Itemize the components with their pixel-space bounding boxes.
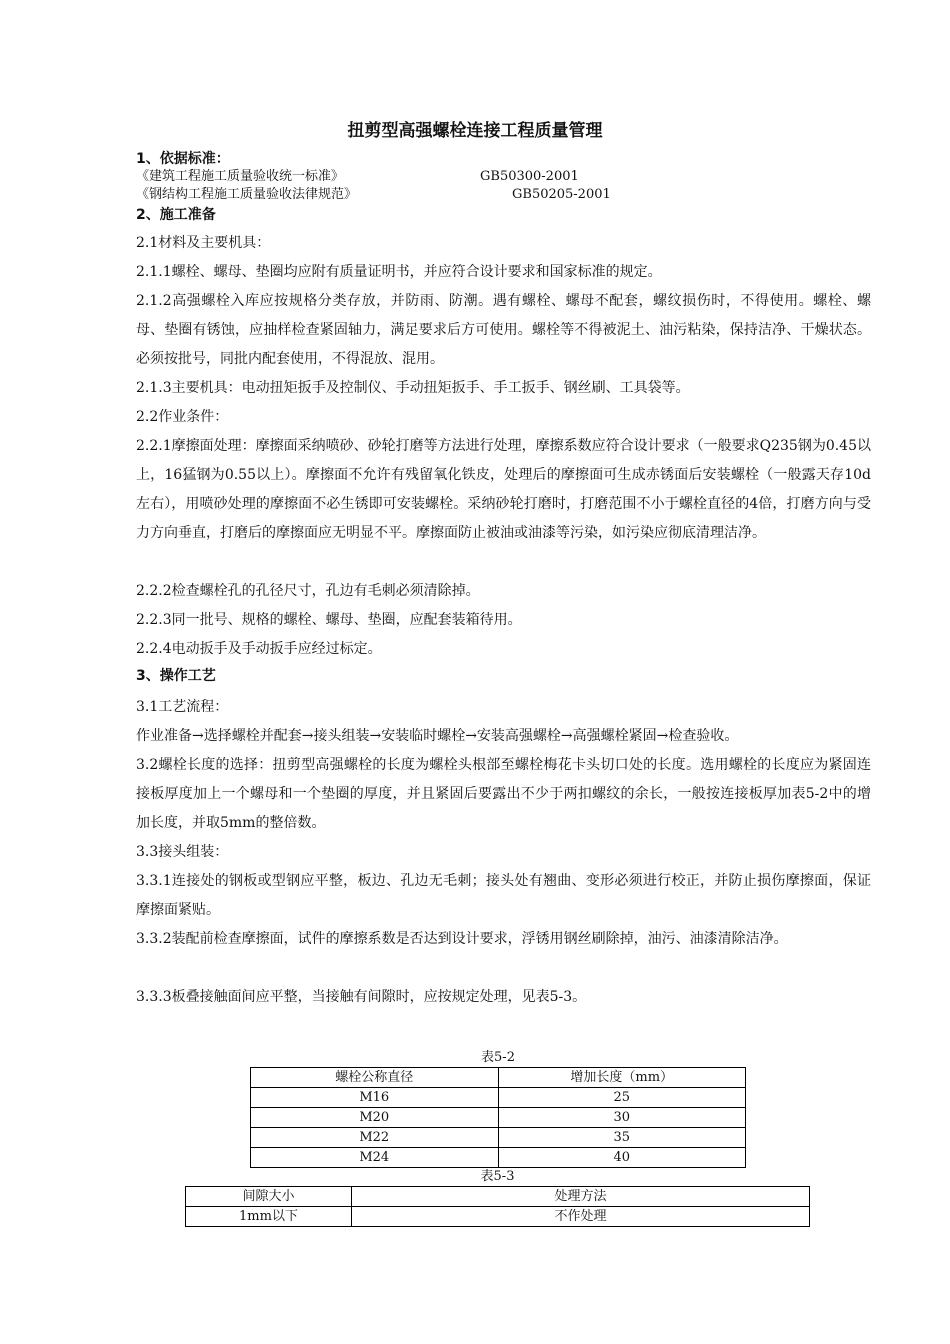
table-cell: M22 (251, 1128, 499, 1148)
page-title: 扭剪型高强螺栓连接工程质量管理 (347, 121, 603, 141)
para-2-2: 2.2作业条件： (136, 409, 229, 425)
para-3-3-1: 3.3.1连接处的钢板或型钢应平整，板边、孔边无毛刺；接头处有翘曲、变形必须进行校正，并防止损伤摩擦面，保证摩擦面紧贴。 (136, 873, 871, 918)
table-cell: 25 (498, 1088, 746, 1108)
para-2-2-4: 2.2.4电动扳手及手动扳手应经过标定。 (136, 641, 382, 657)
para-3-3-3: 3.3.3板叠接触面间应平整，当接触有间隙时，应按规定处理，见表5-3。 (136, 989, 587, 1005)
para-3-3-2: 3.3.2装配前检查摩擦面，试件的摩擦系数是否达到设计要求，浮锈用钢丝刷除掉，油污、油漆清除洁净。 (136, 931, 788, 947)
table-5-2-caption: 表5-2 (481, 1050, 515, 1065)
table-row (186, 1207, 810, 1227)
para-3-3: 3.3接头组装： (136, 844, 229, 860)
standard-ref-code-2: GB50205-2001 (512, 187, 611, 202)
table-cell: 1mm以下 (186, 1207, 352, 1227)
table-header-cell: 处理方法 (352, 1187, 810, 1207)
table-header-cell: 螺栓公称直径 (251, 1068, 499, 1088)
table-header-cell: 间隙大小 (186, 1187, 352, 1207)
para-2-1-1: 2.1.1螺栓、螺母、垫圈均应附有质量证明书，并应符合设计要求和国家标准的规定。 (136, 264, 662, 280)
table-cell: 35 (498, 1128, 746, 1148)
para-2-1-3: 2.1.3主要机具：电动扭矩扳手及控制仪、手动扭矩扳手、手工扳手、钢丝刷、工具袋等。 (136, 380, 690, 396)
table-header-cell: 增加长度（mm） (498, 1068, 746, 1088)
para-2-1: 2.1材料及主要机具： (136, 235, 271, 251)
table-row (251, 1128, 746, 1148)
para-2-2-1: 2.2.1摩擦面处理：摩擦面采纳喷砂、砂轮打磨等方法进行处理，摩擦系数应符合设计要求（一般要求Q235钢为0.45以上，16猛钢为0.55以上）。摩擦面不允许有残留氧化铁皮，处理后的摩擦面可生成赤锈面后安装螺栓（一般露天存10d左右），用喷砂处理的摩擦面不必生锈即可安装螺栓。采纳砂轮打磨时，打磨范围不小于螺栓直径的4倍，打磨方向与受力方向垂直，打磨后的摩擦面应无明显不平。摩擦面防止被油或油漆等污染，如污染应彻底清理洁净。 (136, 438, 871, 541)
section-3-heading: 3、操作工艺 (136, 668, 216, 684)
standard-ref-name-1: 《建筑工程施工质量验收统一标准》 (136, 169, 345, 184)
section-2-heading: 2、施工准备 (136, 207, 216, 223)
table-header-row (251, 1068, 746, 1088)
table-5-2 (250, 1067, 746, 1168)
table-cell: 40 (498, 1148, 746, 1168)
para-2-1-2: 2.1.2高强螺栓入库应按规格分类存放，并防雨、防潮。遇有螺栓、螺母不配套，螺纹损伤时，不得使用。螺栓、螺母、垫圈有锈蚀，应抽样检查紧固轴力，满足要求后方可使用。螺栓等不得被泥土、油污粘染，保持洁净、干燥状态。必须按批号，同批内配套使用，不得混放、混用。 (136, 293, 871, 367)
table-cell: 不作处理 (352, 1207, 810, 1227)
table-row (251, 1088, 746, 1108)
para-3-2: 3.2螺栓长度的选择：扭剪型高强螺栓的长度为螺栓头根部至螺栓梅花卡头切口处的长度。选用螺栓的长度应为紧固连接板厚度加上一个螺母和一个垫圈的厚度，并且紧固后要露出不少于两扣螺纹的余长，一般按连接板厚加表5-2中的增加长度，并取5mm的整倍数。 (136, 757, 871, 831)
table-5-3-caption: 表5-3 (480, 1169, 515, 1184)
table-row (251, 1148, 746, 1168)
table-cell: 30 (498, 1108, 746, 1128)
process-flow: 作业准备→选择螺栓并配套→接头组装→安装临时螺栓→安装高强螺栓→高强螺栓紧固→检查验收。 (136, 728, 739, 744)
table-cell: M16 (251, 1088, 499, 1108)
table-cell: M20 (251, 1108, 499, 1128)
standard-ref-code-1: GB50300-2001 (480, 169, 579, 184)
para-2-2-3: 2.2.3同一批号、规格的螺栓、螺母、垫圈，应配套装箱待用。 (136, 612, 522, 628)
standard-ref-name-2: 《钢结构工程施工质量验收法律规范》 (136, 187, 358, 202)
para-3-1: 3.1工艺流程： (136, 699, 229, 715)
table-row (251, 1108, 746, 1128)
section-1-heading: 1、依据标准： (136, 151, 230, 167)
table-cell: M24 (251, 1148, 499, 1168)
table-header-row (186, 1187, 810, 1207)
table-5-3 (185, 1186, 810, 1227)
para-2-2-2: 2.2.2检查螺栓孔的孔径尺寸，孔边有毛刺必须清除掉。 (136, 583, 480, 599)
